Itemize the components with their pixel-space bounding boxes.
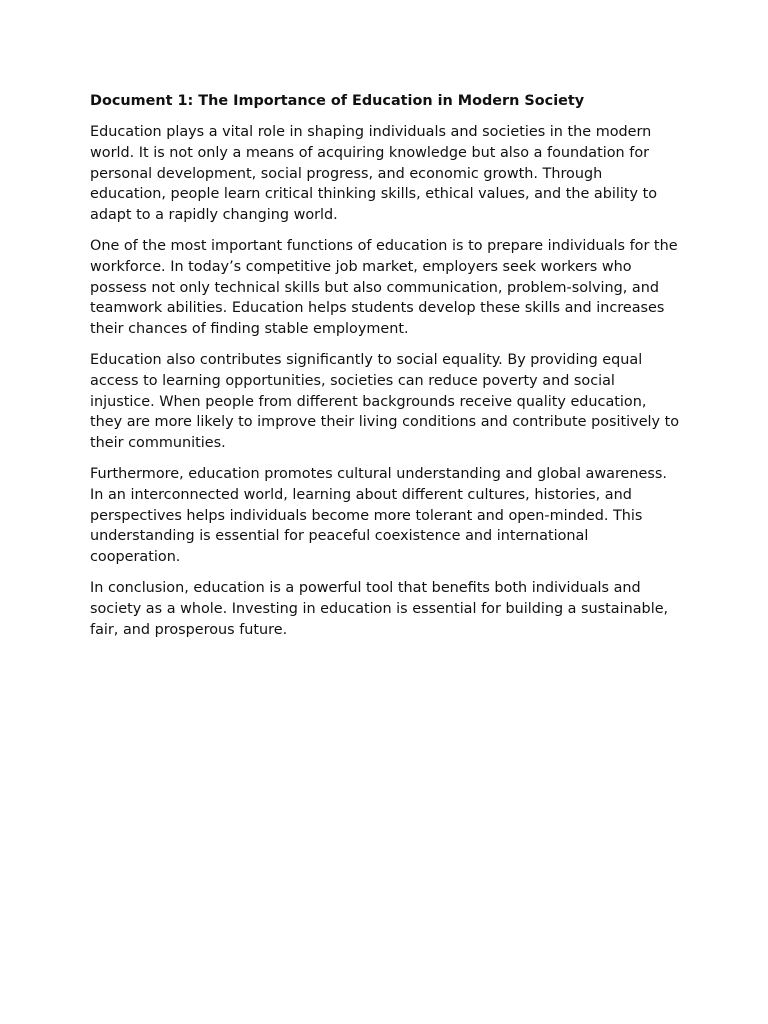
paragraph-workforce: One of the most important functions of education is to prepare individuals for the workforce. In today’s competitive job market, employers seek workers who possess not only technical skills but also communication, problem-solving, and teamwork abilities. Education helps students develop these skills and increases their chances of finding stable employment. [90, 237, 678, 338]
paragraph-social-equality: Education also contributes significantly to social equality. By providing equal access to learning opportunities, societies can reduce poverty and social injustice. When people from different backgrounds receive quality education, they are more likely to improve their living conditions and contribute positively to their communities. [90, 351, 680, 452]
paragraph-conclusion: In conclusion, education is a powerful tool that benefits both individuals and society as a whole. Investing in education is essential for building a sustainable, fair, and prosperous future. [90, 579, 669, 638]
document-page [90, 90, 682, 650]
document-title: Document 1: The Importance of Education in Modern Society [90, 93, 585, 109]
paragraph-intro: Education plays a vital role in shaping individuals and societies in the modern world. It is not only a means of acquiring knowledge but also a foundation for personal development, social progress, and economic growth. Through education, people learn critical thinking skills, ethical values, and the ability to adapt to a rapidly changing world. [90, 124, 658, 224]
paragraph-cultural-understanding: Furthermore, education promotes cultural understanding and global awareness. In an interconnected world, learning about different cultures, histories, and perspectives helps individuals become more tolerant and open-minded. This understanding is essential for peaceful coexistence and international cooperation. [90, 465, 667, 566]
